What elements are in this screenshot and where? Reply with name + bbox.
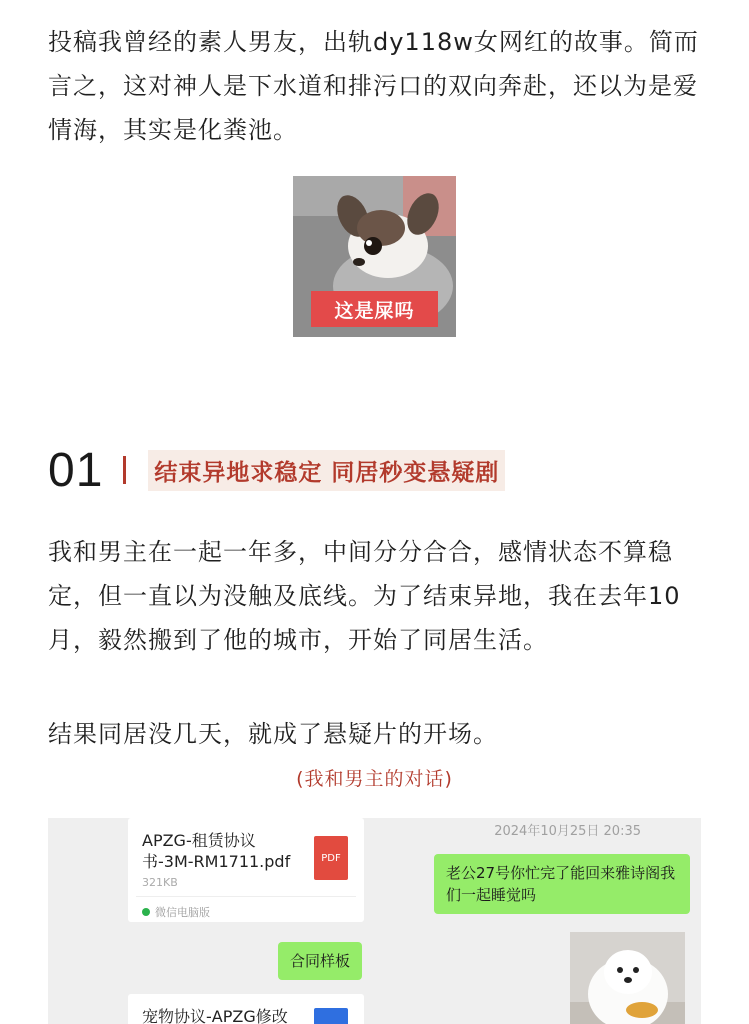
file-size: 321KB	[142, 876, 178, 889]
file-source	[142, 904, 210, 920]
wechat-icon	[142, 908, 150, 916]
section-number: 01	[48, 443, 104, 497]
section-heading	[48, 440, 505, 500]
file-message-pdf[interactable]	[128, 818, 364, 922]
chat-photo-dog[interactable]	[570, 932, 685, 1024]
meme-image	[293, 176, 456, 337]
doc-file-icon	[314, 1008, 348, 1024]
intro-paragraph: 投稿我曾经的素人男友，出轨dy118w女网红的故事。简而言之，这对神人是下水道和排污口的双向奔赴，还以为是爱情海，其实是化粪池。	[48, 28, 699, 144]
file-source-label: 微信电脑版	[155, 906, 210, 919]
meme-caption: 这是屎吗	[311, 291, 438, 327]
file-name: APZG-租赁协议书-3M-RM1711.pdf	[142, 831, 291, 871]
body-paragraph-1: 我和男主在一起一年多，中间分分合合，感情状态不算稳定，但一直以为没触及底线。为了结束异地，我在去年10月，毅然搬到了他的城市，开始了同居生活。	[48, 538, 681, 654]
section-divider	[123, 456, 126, 484]
chat-screenshot	[48, 818, 701, 1024]
dog-photo-illustration	[570, 932, 685, 1024]
pdf-file-icon: PDF	[314, 836, 348, 880]
chat-timestamp: 2024年10月25日 20:35	[494, 824, 641, 839]
chat-bubble-sample[interactable]: 合同样板	[278, 942, 362, 980]
file-card-divider	[136, 896, 356, 897]
section-title: 结束异地求稳定 同居秒变悬疑剧	[148, 450, 505, 491]
chat-bubble-message[interactable]: 老公27号你忙完了能回来雅诗阁我们一起睡觉吗	[434, 854, 690, 914]
body-paragraph-2: 结果同居没几天，就成了悬疑片的开场。	[48, 720, 498, 748]
image-caption: (我和男主的对话)	[296, 768, 453, 790]
file-name: 宠物协议-APZG修改	[142, 1007, 288, 1024]
file-message-doc[interactable]	[128, 994, 364, 1024]
